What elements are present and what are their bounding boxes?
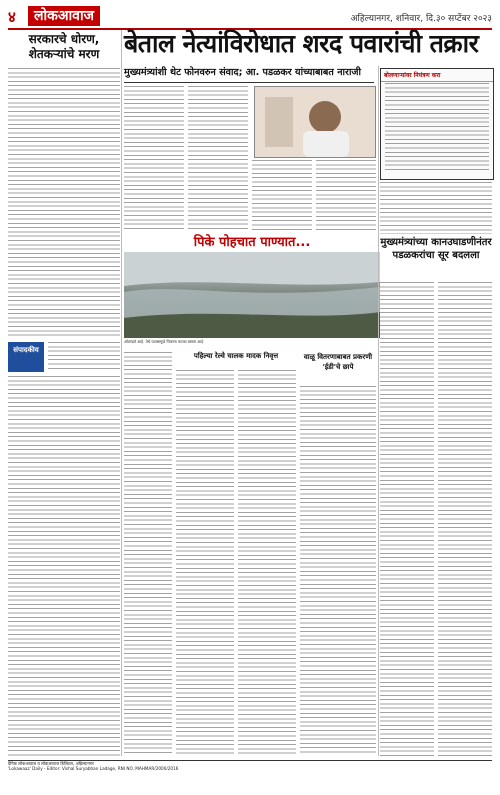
right-story-col-2	[438, 282, 492, 756]
right-headline: मुख्यमंत्र्यांच्या कानउघाडणीनंतर पडळकरांचा सूर बदलला	[380, 237, 492, 261]
left-column-text-lower	[48, 342, 120, 372]
main-story-col-2	[188, 86, 248, 232]
portrait-illustration	[255, 87, 375, 157]
politician-photo	[254, 86, 376, 158]
sand-headline: वाळू वितरणाबाबत प्रकरणी 'ईडी'चे छापे	[303, 353, 373, 371]
page-number: ४	[8, 8, 16, 26]
right-top-text	[380, 182, 492, 234]
photo-caption: ओलांडले आहे. तेथे पावसामुळे पिकांना फटका बसला आहे.	[124, 339, 205, 344]
main-headline: बेताल नेत्यांविरोधात शरद पवारांची तक्रार	[124, 29, 479, 58]
sidebox-text	[385, 83, 489, 173]
footer-line-1: दैनिक लोकआवाज व लोकआवाज डिजिटल, अहिल्यानगर	[8, 761, 94, 766]
right-story-col-1	[380, 282, 434, 756]
mid-story-col-1	[176, 370, 234, 756]
photo-headline: पिके पोहचात पाण्यात...	[193, 235, 311, 250]
left-column-text	[8, 68, 120, 338]
column-rule	[121, 30, 122, 756]
dateline: अहिल्यानगर, शनिवार, दि.३० सप्टेंबर २०२३	[350, 14, 492, 24]
main-story-col-3	[252, 160, 312, 232]
left-column-headline: सरकारचे धोरण, शेतकऱ्यांचे मरण	[28, 32, 100, 61]
sidebox-title: बोलणाऱ्यांवर नियंत्रण करा	[381, 69, 493, 82]
main-story-col-4	[316, 160, 376, 232]
footer-line-2: 'Lokawaaz' Daily - Editor: Vishal Suryabhan Ladage, RNI NO. MAHMAR/2000/2016	[8, 766, 179, 772]
column-rule-right	[378, 66, 379, 756]
footer	[8, 760, 492, 791]
mid-headline: पहिल्या रेल्वे चालक मादक निवृत्त	[193, 352, 279, 360]
mid-story-col-2	[238, 370, 296, 756]
mid-left-text	[124, 352, 172, 756]
river-illustration	[124, 252, 380, 338]
sand-story-text	[300, 386, 376, 756]
main-subheadline: मुख्यमंत्र्यांशी थेट फोनवरुन संवाद; आ. पडळकर यांच्याबाबत नाराजी	[124, 64, 374, 83]
left-column-text-bottom	[8, 376, 120, 756]
sidebox	[380, 68, 494, 180]
flood-photo	[124, 252, 380, 338]
main-story-col-1	[124, 86, 184, 232]
editorial-badge: संपादकीय	[8, 342, 44, 372]
brand-logo: लोकआवाज	[28, 6, 100, 26]
